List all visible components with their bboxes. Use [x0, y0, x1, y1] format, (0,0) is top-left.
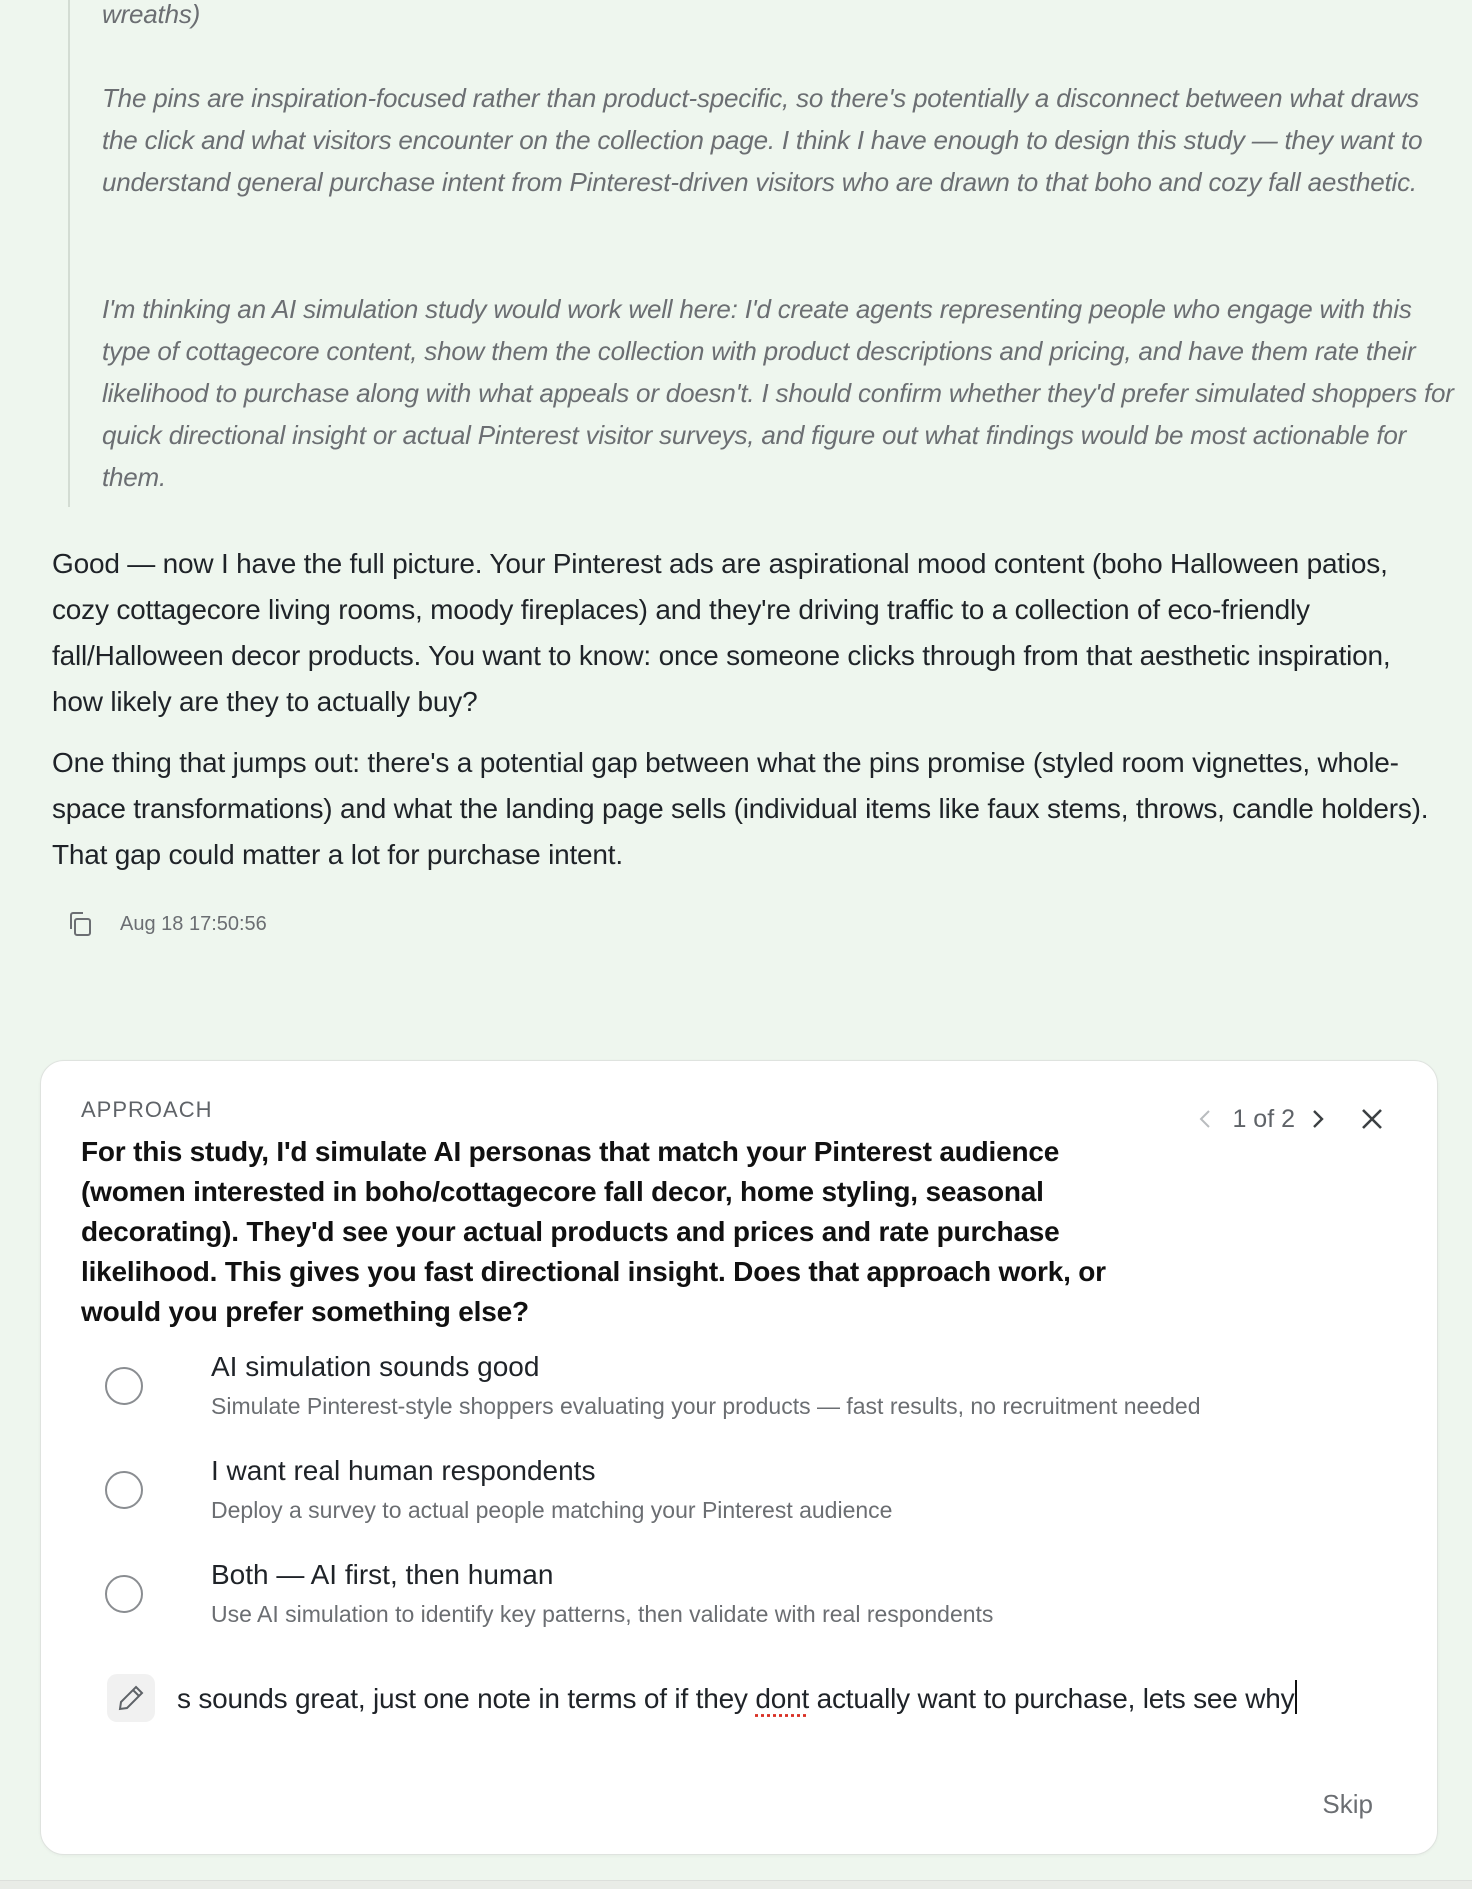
- copy-icon[interactable]: [66, 910, 94, 938]
- input-text-before: s sounds great, just one note in terms of if they: [177, 1683, 756, 1714]
- close-icon[interactable]: [1357, 1101, 1387, 1137]
- radio-button[interactable]: [105, 1471, 143, 1509]
- custom-answer-input[interactable]: [177, 1680, 1297, 1715]
- pager: [1190, 1101, 1387, 1137]
- option-human-respondents[interactable]: [105, 1455, 1355, 1535]
- radio-button[interactable]: [105, 1367, 143, 1405]
- message-meta: [66, 910, 267, 938]
- assistant-response: [52, 541, 1442, 893]
- option-title: Both — AI first, then human: [211, 1559, 554, 1590]
- question-text: For this study, I'd simulate AI personas that match your Pinterest audience (women interested in boho/cottagecore fall decor, home styling, seasonal decorating). They'd see your actual products and prices and rate purchase likelihood. This gives you fast directional insight. Does that approach work, or would you prefer something else?: [81, 1136, 1106, 1327]
- chevron-right-icon[interactable]: [1303, 1101, 1333, 1137]
- option-description: Simulate Pinterest-style shoppers evaluating your products — fast results, no recruitment needed: [211, 1393, 1201, 1419]
- custom-answer-row: [107, 1674, 1407, 1724]
- text-caret: [1295, 1680, 1297, 1714]
- option-description: Deploy a survey to actual people matching your Pinterest audience: [211, 1497, 893, 1523]
- message-timestamp: Aug 18 17:50:56: [120, 912, 267, 935]
- skip-button[interactable]: Skip: [1322, 1789, 1373, 1819]
- thinking-block: [68, 0, 1458, 507]
- misspelled-word: dont: [755, 1683, 810, 1714]
- thinking-paragraph: I'm thinking an AI simulation study would work well here: I'd create agents representing people who engage with this type of cottagecore content, show them the collection with product descriptions and pricing, and have them rate their likelihood to purchase along with what appeals or doesn't. I should confirm whether they'd prefer simulated shoppers for quick directional insight or actual Pinterest visitor surveys, and figure out what findings would be most actionable for them.: [102, 294, 1454, 492]
- thinking-paragraph: The pins are inspiration-focused rather than product-specific, so there's potentially a disconnect between what draws the click and what visitors encounter on the collection page. I think I have enough to design this study — they want to understand general purchase intent from Pinterest-driven visitors who are drawn to that boho and cozy fall aesthetic.: [102, 83, 1423, 197]
- option-title: AI simulation sounds good: [211, 1351, 540, 1382]
- radio-button[interactable]: [105, 1575, 143, 1613]
- input-text-after: actually want to purchase, lets see why: [809, 1683, 1295, 1714]
- option-description: Use AI simulation to identify key patterns, then validate with real respondents: [211, 1601, 994, 1627]
- chevron-left-icon[interactable]: [1190, 1101, 1220, 1137]
- question-card: [40, 1060, 1438, 1855]
- card-label: APPROACH: [81, 1097, 213, 1122]
- thinking-fragment: wreaths): [102, 0, 201, 29]
- response-paragraph: One thing that jumps out: there's a potential gap between what the pins promise (styled room vignettes, whole-space transformations) and what the landing page sells (individual items like faux stems, throws, candle holders). That gap could matter a lot for purchase intent.: [52, 747, 1429, 870]
- option-title: I want real human respondents: [211, 1455, 596, 1486]
- option-both[interactable]: [105, 1559, 1355, 1639]
- option-ai-simulation[interactable]: [105, 1351, 1355, 1431]
- pager-count: 1 of 2: [1232, 1104, 1295, 1133]
- response-paragraph: Good — now I have the full picture. Your Pinterest ads are aspirational mood content (boho Halloween patios, cozy cottagecore living rooms, moody fireplaces) and they're driving traffic to a collection of eco-friendly fall/Halloween decor products. You want to know: once someone clicks through from that aesthetic inspiration, how likely are they to actually buy?: [52, 548, 1391, 717]
- pencil-icon[interactable]: [107, 1674, 155, 1722]
